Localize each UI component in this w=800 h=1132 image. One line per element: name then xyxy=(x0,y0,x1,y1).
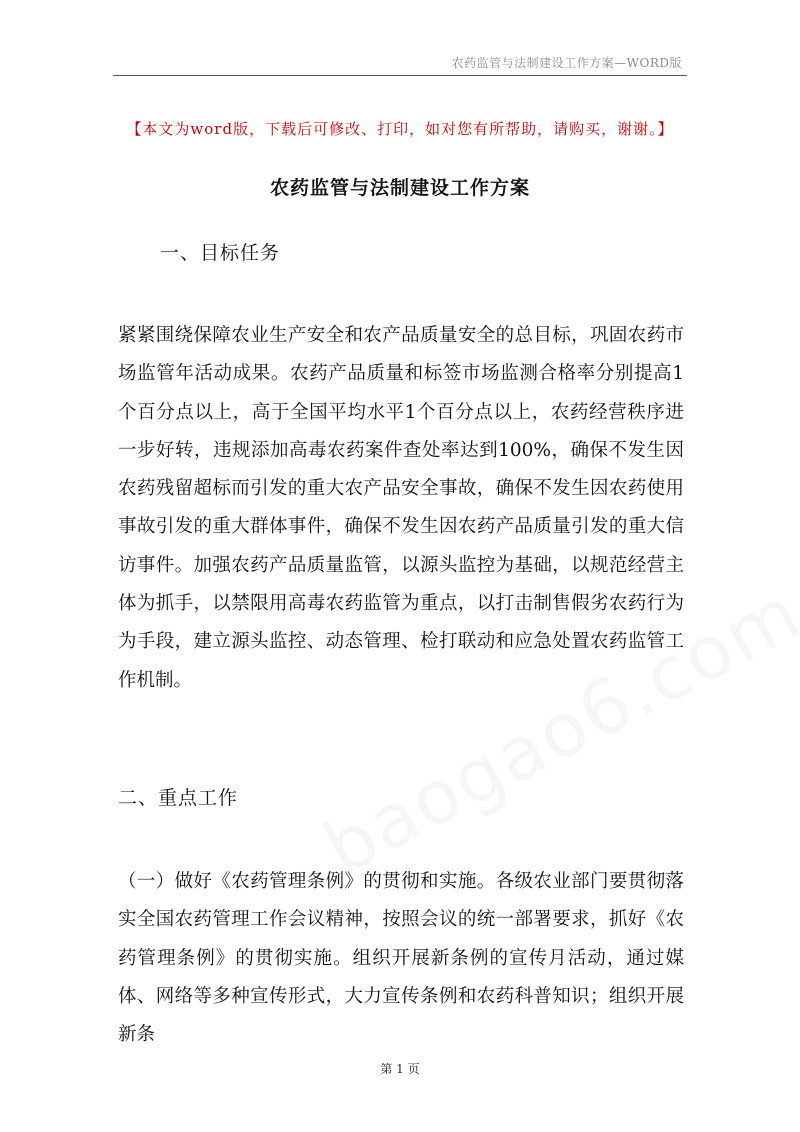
section-heading-goals: 一、目标任务 xyxy=(160,242,281,264)
header-divider xyxy=(113,75,687,76)
section-paragraph-goals: 紧紧围绕保障农业生产安全和农产品质量安全的总目标，巩固农药市场监管年活动成果。农药产品质量和标签市场监测合格率分别提高1个百分点以上，高于全国平均水平1个百分点以上，农药经营秩序进一步好转，违规添加高毒农药案件查处率达到100%，确保不发生因农药残留超标而引发的重大农产品安全事故，确保不发生因农药使用事故引发的重大群体事件，确保不发生因农药产品质量引发的重大信访事件。加强农药产品质量监管，以源头监控为基础，以规范经营主体为抓手，以禁限用高毒农药监管为重点，以打击制售假劣农药行为为手段，建立源头监控、动态管理、检打联动和应急处置农药监管工作机制。 xyxy=(118,325,684,691)
page-number: 第 1 页 xyxy=(380,1062,420,1076)
running-header: 农药监管与法制建设工作方案—WORD版 xyxy=(451,56,682,70)
document-title: 农药监管与法制建设工作方案 xyxy=(269,177,530,199)
section-paragraph-key-work: （一）做好《农药管理条例》的贯彻和实施。各级农业部门要贯彻落实全国农药管理工作会议精神，按照会议的统一部署要求，抓好《农药管理条例》的贯彻实施。组织开展新条例的宣传月活动，通过媒体、网络等多种宣传形式，大力宣传条例和农药科普知识；组织开展新条 xyxy=(118,871,684,1046)
purchase-notice: 【本文为word版，下载后可修改、打印，如对您有所帮助，请购买，谢谢。】 xyxy=(126,120,674,138)
section-heading-key-work: 二、重点工作 xyxy=(118,787,239,809)
